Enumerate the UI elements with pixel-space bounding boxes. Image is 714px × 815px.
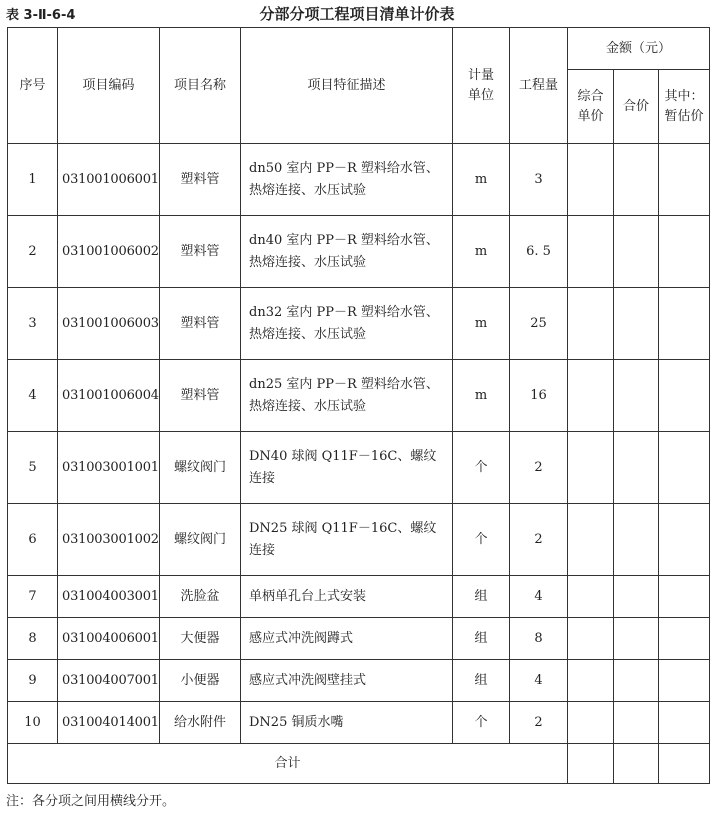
cell-unit: 个 (453, 504, 510, 576)
total-label: 合计 (8, 744, 568, 784)
cell-total-price (614, 504, 659, 576)
table-row (8, 504, 710, 576)
header-unit-price-line2: 单价 (577, 108, 604, 124)
desc-line2: 热熔连接、水压试验 (249, 326, 367, 342)
desc-line1: DN25 球阀 Q11F－16C、螺纹 (249, 520, 437, 536)
cell-name: 给水附件 (160, 702, 241, 744)
cell-desc (241, 432, 453, 504)
cell-estimate (659, 702, 710, 744)
cell-desc (241, 618, 453, 660)
table-row (8, 216, 710, 288)
header-amount: 金额（元） (568, 28, 710, 70)
header-seq: 序号 (8, 28, 58, 144)
cell-total-price (614, 144, 659, 216)
cell-unit-price (568, 144, 614, 216)
cell-code: 031004014001 (58, 702, 160, 744)
desc-line1: 单柄单孔台上式安装 (249, 588, 367, 604)
cell-unit-price (568, 288, 614, 360)
cell-desc (241, 360, 453, 432)
total-estimate-cell (659, 744, 710, 784)
cell-seq: 9 (8, 660, 58, 702)
cell-desc (241, 702, 453, 744)
table-row (8, 432, 710, 504)
cell-estimate (659, 504, 710, 576)
cell-estimate (659, 432, 710, 504)
cell-desc (241, 216, 453, 288)
header-unit (453, 28, 510, 144)
cell-seq: 2 (8, 216, 58, 288)
cell-name: 塑料管 (160, 360, 241, 432)
cell-unit: m (453, 216, 510, 288)
desc-line2: 连接 (249, 542, 276, 558)
cell-estimate (659, 144, 710, 216)
cell-qty: 4 (510, 660, 568, 702)
desc-line1: dn50 室内 PP－R 塑料给水管、 (249, 160, 439, 176)
cell-total-price (614, 618, 659, 660)
desc-line2: 热熔连接、水压试验 (249, 254, 367, 270)
cell-desc (241, 504, 453, 576)
cell-code: 031003001001 (58, 432, 160, 504)
header-total-price: 合价 (614, 70, 659, 144)
cell-qty: 6. 5 (510, 216, 568, 288)
table-row (8, 618, 710, 660)
cell-name: 小便器 (160, 660, 241, 702)
cell-seq: 6 (8, 504, 58, 576)
desc-line2: 连接 (249, 470, 276, 486)
table-row (8, 144, 710, 216)
cell-name: 大便器 (160, 618, 241, 660)
cell-name: 塑料管 (160, 216, 241, 288)
cell-name: 螺纹阀门 (160, 504, 241, 576)
cell-name: 塑料管 (160, 144, 241, 216)
bill-of-quantities-table (7, 27, 710, 784)
cell-qty: 8 (510, 618, 568, 660)
cell-seq: 4 (8, 360, 58, 432)
header-name: 项目名称 (160, 28, 241, 144)
desc-line2: 热熔连接、水压试验 (249, 398, 367, 414)
desc-line1: DN25 铜质水嘴 (249, 714, 344, 730)
cell-seq: 8 (8, 618, 58, 660)
total-unit-price-cell (568, 744, 614, 784)
cell-unit: m (453, 144, 510, 216)
cell-code: 031004007001 (58, 660, 160, 702)
header-estimate (659, 70, 710, 144)
cell-qty: 25 (510, 288, 568, 360)
cell-code: 031004003001 (58, 576, 160, 618)
cell-unit-price (568, 216, 614, 288)
cell-code: 031001006001 (58, 144, 160, 216)
cell-desc (241, 576, 453, 618)
cell-seq: 10 (8, 702, 58, 744)
cell-estimate (659, 618, 710, 660)
table-row (8, 360, 710, 432)
cell-total-price (614, 576, 659, 618)
cell-total-price (614, 360, 659, 432)
desc-line1: dn32 室内 PP－R 塑料给水管、 (249, 304, 439, 320)
cell-unit-price (568, 576, 614, 618)
cell-seq: 5 (8, 432, 58, 504)
cell-total-price (614, 702, 659, 744)
cell-unit: m (453, 360, 510, 432)
cell-estimate (659, 288, 710, 360)
table-row (8, 576, 710, 618)
header-unit-price (568, 70, 614, 144)
cell-name: 洗脸盆 (160, 576, 241, 618)
desc-line2: 热熔连接、水压试验 (249, 182, 367, 198)
cell-total-price (614, 660, 659, 702)
header-desc: 项目特征描述 (241, 28, 453, 144)
table-header (8, 28, 710, 144)
page-title: 分部分项工程项目清单计价表 (259, 5, 455, 23)
header-code: 项目编码 (58, 28, 160, 144)
cell-qty: 4 (510, 576, 568, 618)
cell-unit-price (568, 504, 614, 576)
header-estimate-line1: 其中： (664, 88, 704, 104)
cell-unit: m (453, 288, 510, 360)
cell-name: 塑料管 (160, 288, 241, 360)
cell-unit: 个 (453, 702, 510, 744)
cell-desc (241, 144, 453, 216)
header-unit-line2: 单位 (467, 87, 494, 103)
cell-total-price (614, 432, 659, 504)
desc-line1: 感应式冲洗阀壁挂式 (249, 672, 367, 688)
header-estimate-line2: 暂估价 (664, 108, 704, 124)
cell-estimate (659, 216, 710, 288)
cell-code: 031004006001 (58, 618, 160, 660)
table-number: 表 3-Ⅱ-6-4 (6, 8, 76, 23)
cell-estimate (659, 660, 710, 702)
cell-qty: 2 (510, 504, 568, 576)
table-row (8, 660, 710, 702)
cell-unit: 个 (453, 432, 510, 504)
cell-unit-price (568, 702, 614, 744)
cell-desc (241, 288, 453, 360)
cell-unit-price (568, 618, 614, 660)
cell-unit-price (568, 432, 614, 504)
desc-line1: dn40 室内 PP－R 塑料给水管、 (249, 232, 439, 248)
cell-code: 031001006002 (58, 216, 160, 288)
footnote: 注：各分项之间用横线分开。 (6, 794, 176, 809)
cell-qty: 2 (510, 702, 568, 744)
cell-estimate (659, 576, 710, 618)
cell-unit-price (568, 660, 614, 702)
table-row (8, 702, 710, 744)
cell-seq: 3 (8, 288, 58, 360)
cell-qty: 3 (510, 144, 568, 216)
desc-line1: dn25 室内 PP－R 塑料给水管、 (249, 376, 439, 392)
cell-name: 螺纹阀门 (160, 432, 241, 504)
total-price-cell (614, 744, 659, 784)
cell-code: 031001006004 (58, 360, 160, 432)
cell-unit: 组 (453, 618, 510, 660)
page-header (0, 0, 714, 26)
header-qty: 工程量 (510, 28, 568, 144)
cell-code: 031003001002 (58, 504, 160, 576)
cell-desc (241, 660, 453, 702)
header-unit-line1: 计量 (467, 67, 494, 83)
cell-total-price (614, 288, 659, 360)
cell-unit-price (568, 360, 614, 432)
cell-seq: 7 (8, 576, 58, 618)
cell-total-price (614, 216, 659, 288)
header-unit-price-line1: 综合 (577, 88, 604, 104)
total-row (8, 744, 710, 784)
cell-qty: 2 (510, 432, 568, 504)
table-row (8, 288, 710, 360)
cell-code: 031001006003 (58, 288, 160, 360)
cell-qty: 16 (510, 360, 568, 432)
cell-unit: 组 (453, 660, 510, 702)
desc-line1: 感应式冲洗阀蹲式 (249, 630, 354, 646)
cell-unit: 组 (453, 576, 510, 618)
cell-estimate (659, 360, 710, 432)
cell-seq: 1 (8, 144, 58, 216)
table-body (8, 144, 710, 744)
desc-line1: DN40 球阀 Q11F－16C、螺纹 (249, 448, 437, 464)
